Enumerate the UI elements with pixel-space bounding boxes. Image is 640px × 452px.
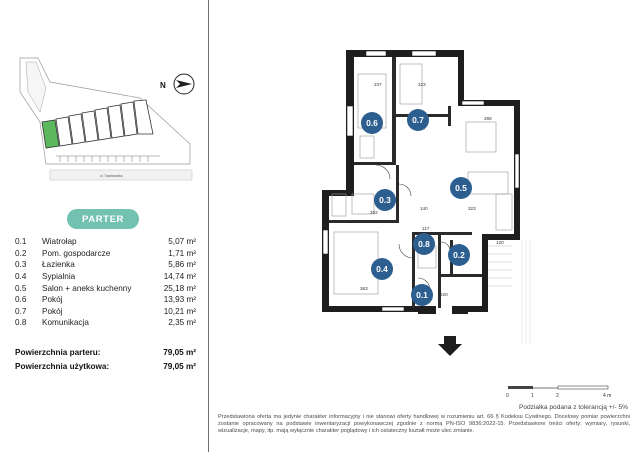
room-marker: 0.6	[361, 112, 383, 134]
room-name: Komunikacja	[42, 318, 89, 328]
room-name: Wiatrołap	[42, 237, 77, 247]
scale-label-1: 1	[531, 393, 534, 399]
left-panel	[0, 0, 208, 452]
street-label: ul. Tuwimowska	[100, 174, 123, 178]
usable-area-value: 79,05 m²	[163, 361, 196, 371]
dim-6: 117	[422, 226, 430, 231]
room-name: Pom. gospodarcze	[42, 248, 111, 258]
room-num: 0.2	[15, 248, 27, 258]
room-num: 0.5	[15, 283, 27, 293]
room-area: 5,86 m²	[168, 260, 196, 270]
room-row	[15, 248, 196, 260]
room-row	[15, 317, 196, 329]
scale-bar	[500, 380, 630, 400]
room-num: 0.8	[15, 318, 27, 328]
room-name: Pokój	[42, 306, 63, 316]
dim-9: 220	[440, 292, 448, 297]
site-plan-map	[10, 52, 205, 182]
disclaimer-text: Przedstawiona oferta ma jedynie charakter informacyjny i nie stanowi oferty handlowej w rozumieniu art. 66 § Kodeksu Cywilnego. Docelowy pomiar powierzchni zostanie opracowany na podstawie inwentaryzacji powykonawczej zgodnie z normą PN-ISO 9836:2022-15. Przedstawione treści oferty: wymiary, rysunki, wizualizacje, mapy, itp. mają wyłącznie charakter poglądowy i ich ostateczny kształt może ulec zmianie.	[218, 414, 630, 435]
room-list	[15, 236, 196, 329]
dim-4: 323	[468, 206, 476, 211]
usable-area-row	[15, 359, 196, 373]
room-row	[15, 271, 196, 283]
scale-label-2: 2	[556, 393, 559, 399]
area-totals	[15, 345, 196, 373]
room-area: 13,93 m²	[163, 295, 196, 305]
dim-2: 288	[484, 116, 492, 121]
dim-3: 140	[420, 206, 428, 211]
room-marker: 0.4	[371, 258, 393, 280]
compass-label: N	[160, 81, 166, 90]
room-area: 25,18 m²	[163, 283, 196, 293]
floor-area-value: 79,05 m²	[163, 347, 196, 357]
tolerance-note: Podziałka podana z tolerancją +/- 5%	[518, 404, 628, 411]
room-area: 5,07 m²	[168, 237, 196, 247]
room-area: 2,35 m²	[168, 318, 196, 328]
room-area: 1,71 m²	[168, 248, 196, 258]
room-num: 0.3	[15, 260, 27, 270]
panel-divider	[208, 0, 209, 452]
room-num: 0.6	[15, 295, 27, 305]
room-name: Łazienka	[42, 260, 75, 270]
scale-label-0: 0	[506, 393, 509, 399]
floor-area-label: Powierzchnia parteru:	[15, 347, 101, 357]
room-row	[15, 294, 196, 306]
dim-0: 237	[374, 82, 382, 87]
dim-7: 120	[496, 240, 504, 245]
dim-1: 223	[418, 82, 426, 87]
room-marker: 0.7	[407, 109, 429, 131]
usable-area-label: Powierzchnia użytkowa:	[15, 361, 110, 371]
floor-plan	[300, 44, 540, 364]
room-marker: 0.1	[411, 284, 433, 306]
room-row	[15, 236, 196, 248]
room-marker: 0.3	[374, 189, 396, 211]
room-num: 0.7	[15, 306, 27, 316]
room-row	[15, 282, 196, 294]
compass-icon	[174, 74, 194, 94]
scale-label-3: 4 m	[603, 393, 612, 399]
room-area: 14,74 m²	[163, 272, 196, 282]
room-num: 0.1	[15, 237, 27, 247]
entrance-arrow-icon	[438, 336, 462, 356]
dim-5: 252	[370, 210, 378, 215]
dim-8: 363	[360, 286, 368, 291]
room-num: 0.4	[15, 272, 27, 282]
room-marker: 0.8	[413, 233, 435, 255]
floor-area-row	[15, 345, 196, 359]
room-name: Salon + aneks kuchenny	[42, 283, 132, 293]
room-marker: 0.5	[450, 177, 472, 199]
room-name: Sypialnia	[42, 272, 76, 282]
room-row	[15, 259, 196, 271]
room-area: 10,21 m²	[163, 306, 196, 316]
room-marker: 0.2	[448, 244, 470, 266]
level-badge: PARTER	[67, 209, 139, 229]
room-row	[15, 306, 196, 318]
room-name: Pokój	[42, 295, 63, 305]
